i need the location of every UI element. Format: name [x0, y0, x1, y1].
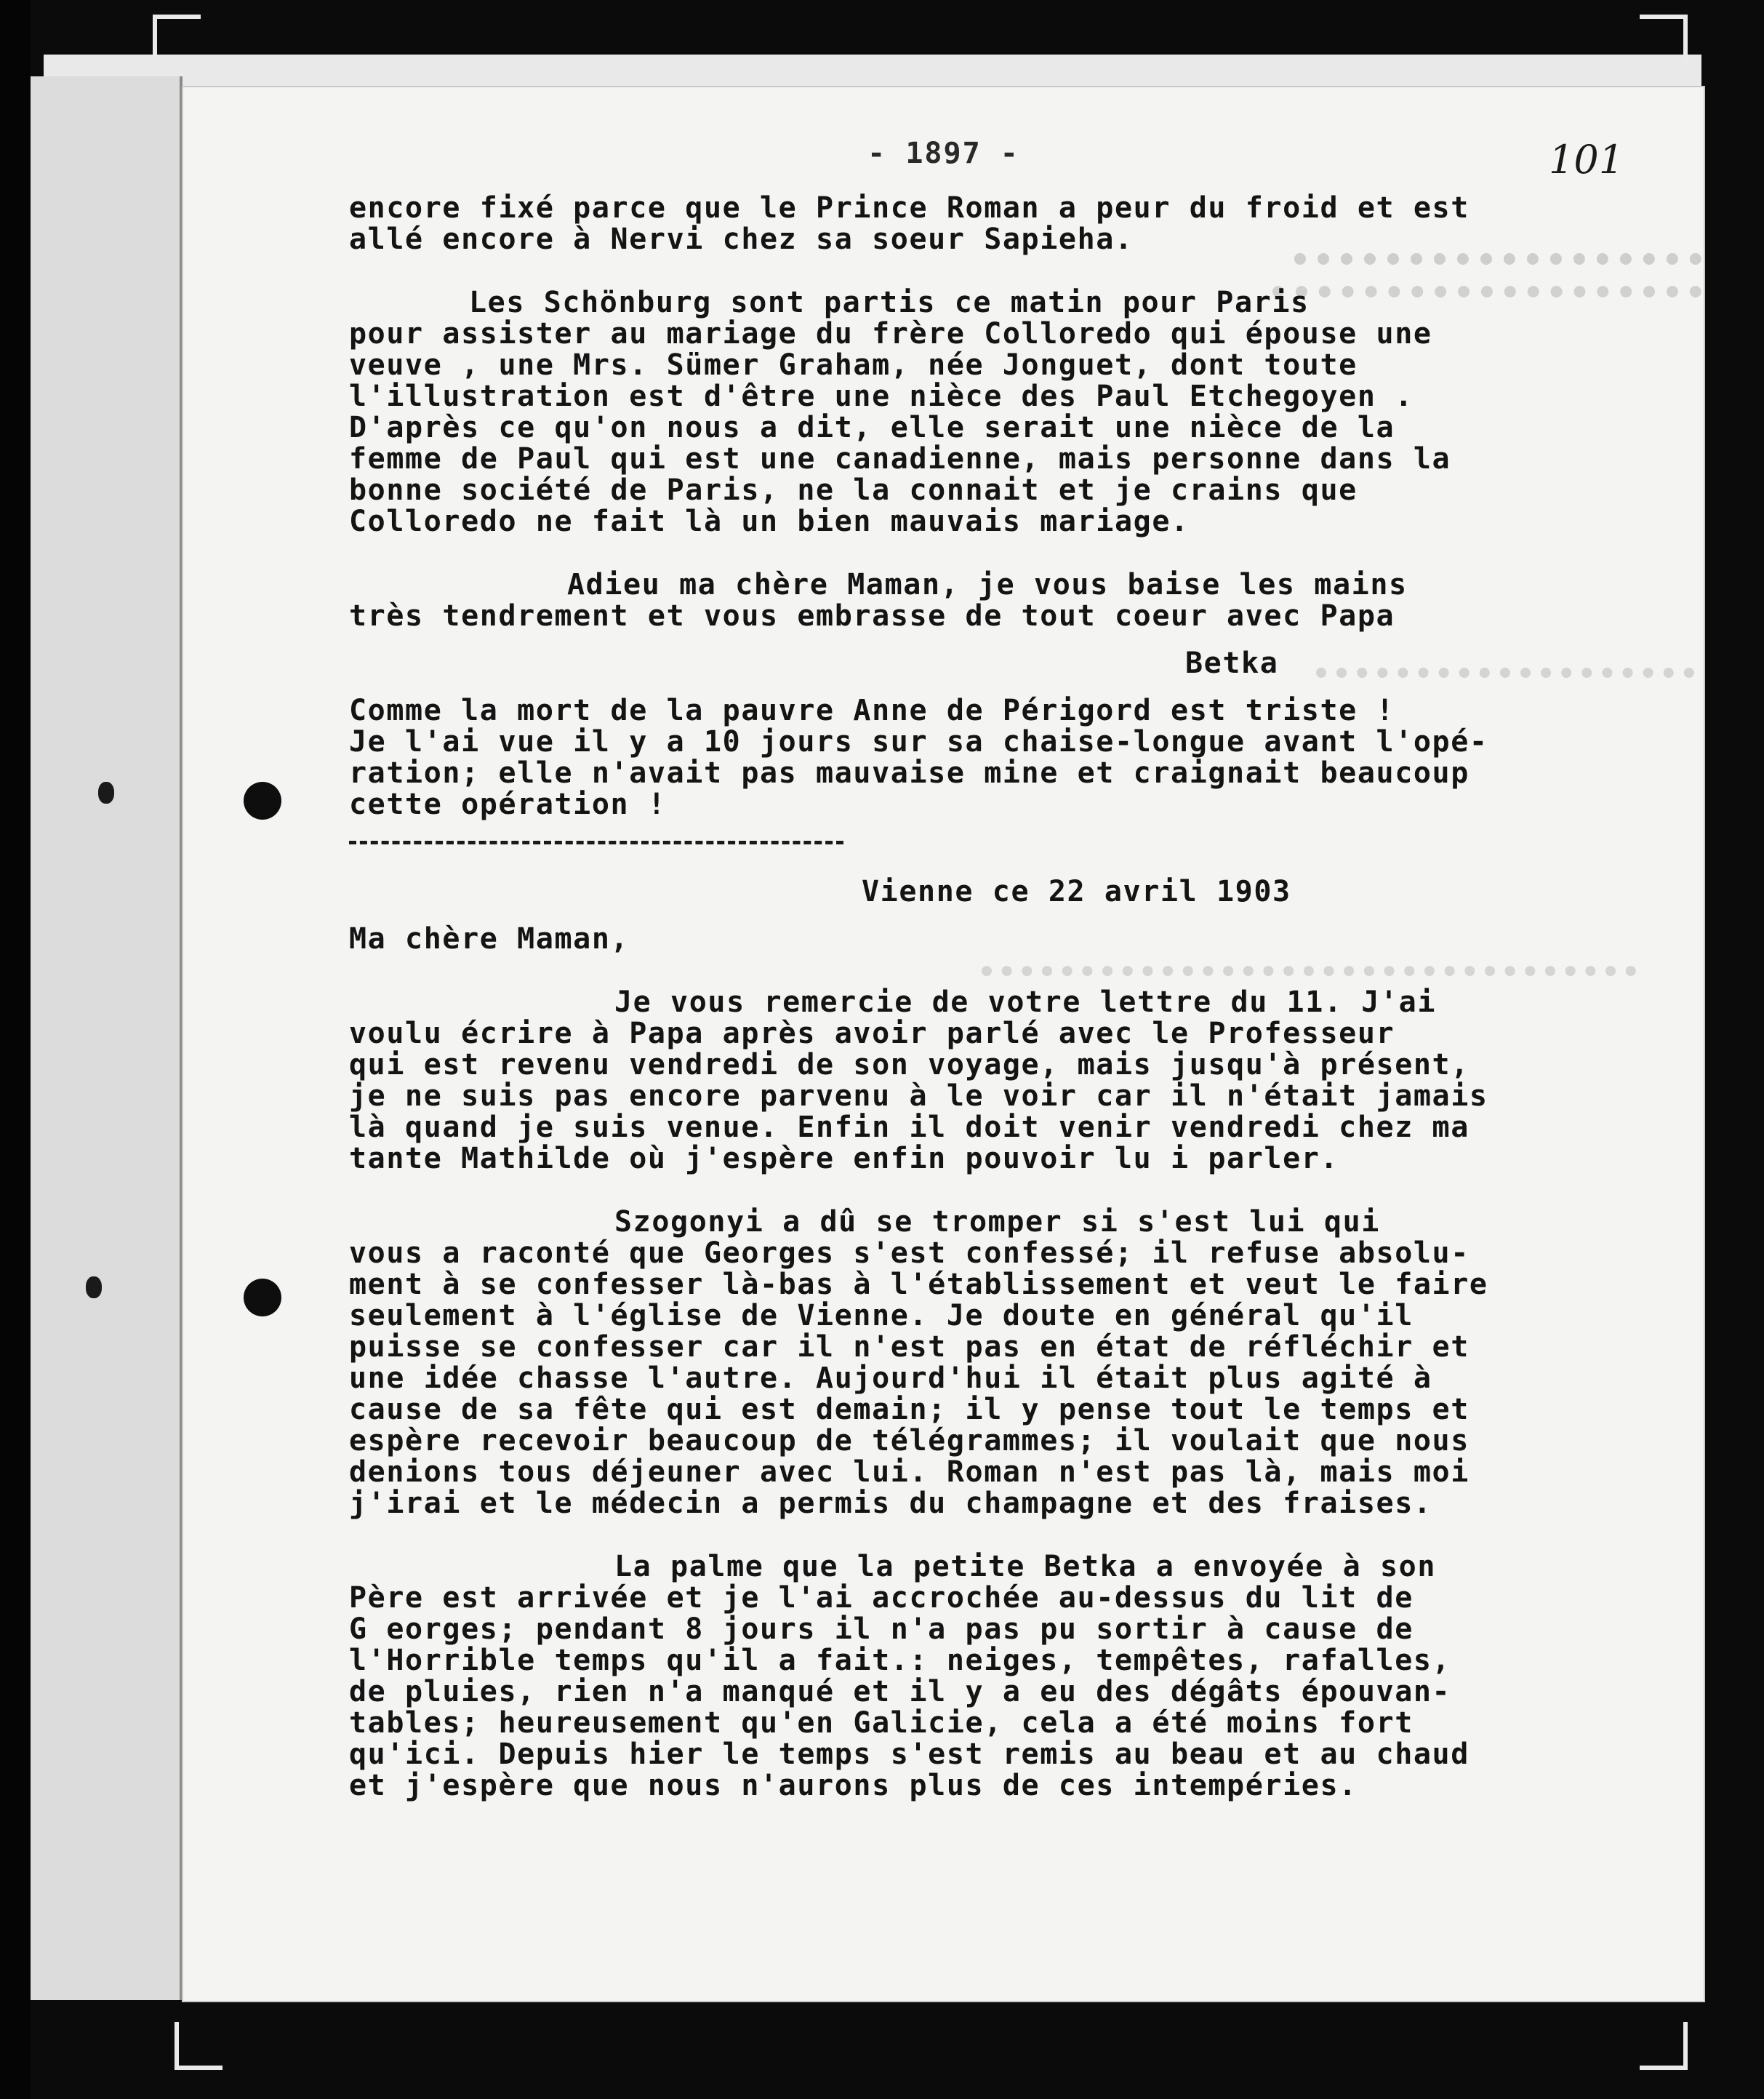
letter-body: [349, 193, 1658, 1802]
text-line: cause de sa fête qui est demain; il y pense tout le temps et: [349, 1393, 1470, 1426]
crop-mark-top-right: [1640, 15, 1688, 63]
text-line: seulement à l'église de Vienne. Je doute en général qu'il: [349, 1299, 1414, 1332]
text-line: femme de Paul qui est une canadienne, mais personne dans la: [349, 442, 1451, 476]
text-line: j'irai et le médecin a permis du champagne et des fraises.: [349, 1487, 1432, 1520]
text-line: l'illustration est d'être une nièce des Paul Etchegoyen .: [349, 380, 1414, 413]
signature: Betka: [1185, 647, 1279, 680]
letter-two-paragraph: [349, 1551, 1658, 1802]
text-line: puisse se confesser car il n'est pas en état de réfléchir et: [349, 1330, 1470, 1364]
text-line: là quand je suis venue. Enfin il doit venir vendredi chez ma: [349, 1111, 1470, 1144]
text-line: Je vous remercie de votre lettre du 11. J'ai: [614, 985, 1437, 1019]
text-line: D'après ce qu'on nous a dit, elle serait une nièce de la: [349, 411, 1395, 444]
punch-hole: [244, 782, 281, 820]
page-stack-left-edge: [31, 76, 183, 2000]
text-line: qui est revenu vendredi de son voyage, mais jusqu'à présent,: [349, 1048, 1470, 1082]
text-line: encore fixé parce que le Prince Roman a peur du froid et est: [349, 191, 1470, 225]
text-line: voulu écrire à Papa après avoir parlé avec le Professeur: [349, 1017, 1395, 1050]
text-line: ment à se confesser là-bas à l'établissement et veut le faire: [349, 1268, 1488, 1301]
text-line: Szogonyi a dû se tromper si s'est lui qui: [614, 1205, 1380, 1239]
letter-closing: [349, 569, 1658, 632]
text-line: et j'espère que nous n'aurons plus de ces intempéries.: [349, 1769, 1358, 1802]
crop-mark-bottom-right: [1640, 2022, 1688, 2070]
text-line: veuve , une Mrs. Sümer Graham, née Jonguet, dont toute: [349, 348, 1358, 382]
text-line: très tendrement et vous embrasse de tout coeur avec Papa: [349, 599, 1395, 633]
postscript: [349, 695, 1658, 820]
text-line: Les Schönburg sont partis ce matin pour Paris: [469, 286, 1310, 319]
folio-number: 101: [1549, 137, 1624, 183]
text-line: ration; elle n'avait pas mauvaise mine et craignait beaucoup: [349, 756, 1470, 790]
text-line: Je l'ai vue il y a 10 jours sur sa chaise-longue avant l'opé-: [349, 725, 1488, 759]
text-line: l'Horrible temps qu'il a fait.: neiges, tempêtes, rafalles,: [349, 1644, 1451, 1677]
salutation: Ma chère Maman,: [349, 922, 630, 956]
text-line: une idée chasse l'autre. Aujourd'hui il était plus agité à: [349, 1362, 1432, 1395]
punch-hole-mark: [86, 1276, 102, 1298]
text-line: La palme que la petite Betka a envoyée à son: [614, 1550, 1437, 1583]
text-line: denions tous déjeuner avec lui. Roman n'est pas là, mais moi: [349, 1455, 1470, 1489]
text-line: Comme la mort de la pauvre Anne de Périgord est triste !: [349, 694, 1395, 727]
text-line: allé encore à Nervi chez sa soeur Sapieha.: [349, 223, 1134, 256]
text-line: cette opération !: [349, 788, 667, 821]
text-line: Colloredo ne fait là un bien mauvais mariage.: [349, 505, 1190, 538]
letter-two-paragraph: [349, 1207, 1658, 1519]
text-line: G eorges; pendant 8 jours il n'a pas pu sortir à cause de: [349, 1612, 1414, 1646]
punch-hole: [244, 1279, 281, 1316]
letter-one-paragraph: [349, 287, 1658, 537]
text-line: espère recevoir beaucoup de télégrammes; il voulait que nous: [349, 1424, 1470, 1458]
text-line: vous a raconté que Georges s'est confessé; il refuse absolu-: [349, 1236, 1470, 1270]
text-line: qu'ici. Depuis hier le temps s'est remis au beau et au chaud: [349, 1738, 1470, 1771]
text-line: tables; heureusement qu'en Galicie, cela a été moins fort: [349, 1706, 1414, 1740]
text-line: je ne suis pas encore parvenu à le voir car il n'était jamais: [349, 1079, 1488, 1113]
page-number: - 1897 -: [867, 137, 1019, 170]
letter-two-paragraph: [349, 987, 1658, 1175]
dateline: Vienne ce 22 avril 1903: [862, 875, 1291, 908]
punch-hole-mark: [98, 782, 114, 804]
letter-separator-line: [349, 832, 843, 844]
crop-mark-top-left: [153, 15, 201, 63]
crop-mark-bottom-left: [175, 2022, 222, 2070]
text-line: tante Mathilde où j'espère enfin pouvoir lu i parler.: [349, 1142, 1339, 1175]
text-line: Adieu ma chère Maman, je vous baise les mains: [567, 568, 1408, 601]
text-line: Père est arrivée et je l'ai accrochée au-dessus du lit de: [349, 1581, 1414, 1615]
letter-one-paragraph: [349, 193, 1658, 255]
text-line: de pluies, rien n'a manqué et il y a eu des dégâts épouvan-: [349, 1675, 1451, 1708]
scanner-shadow-left: [0, 0, 31, 2099]
text-line: bonne société de Paris, ne la connait et je crains que: [349, 473, 1358, 507]
text-line: pour assister au mariage du frère Colloredo qui épouse une: [349, 317, 1432, 351]
